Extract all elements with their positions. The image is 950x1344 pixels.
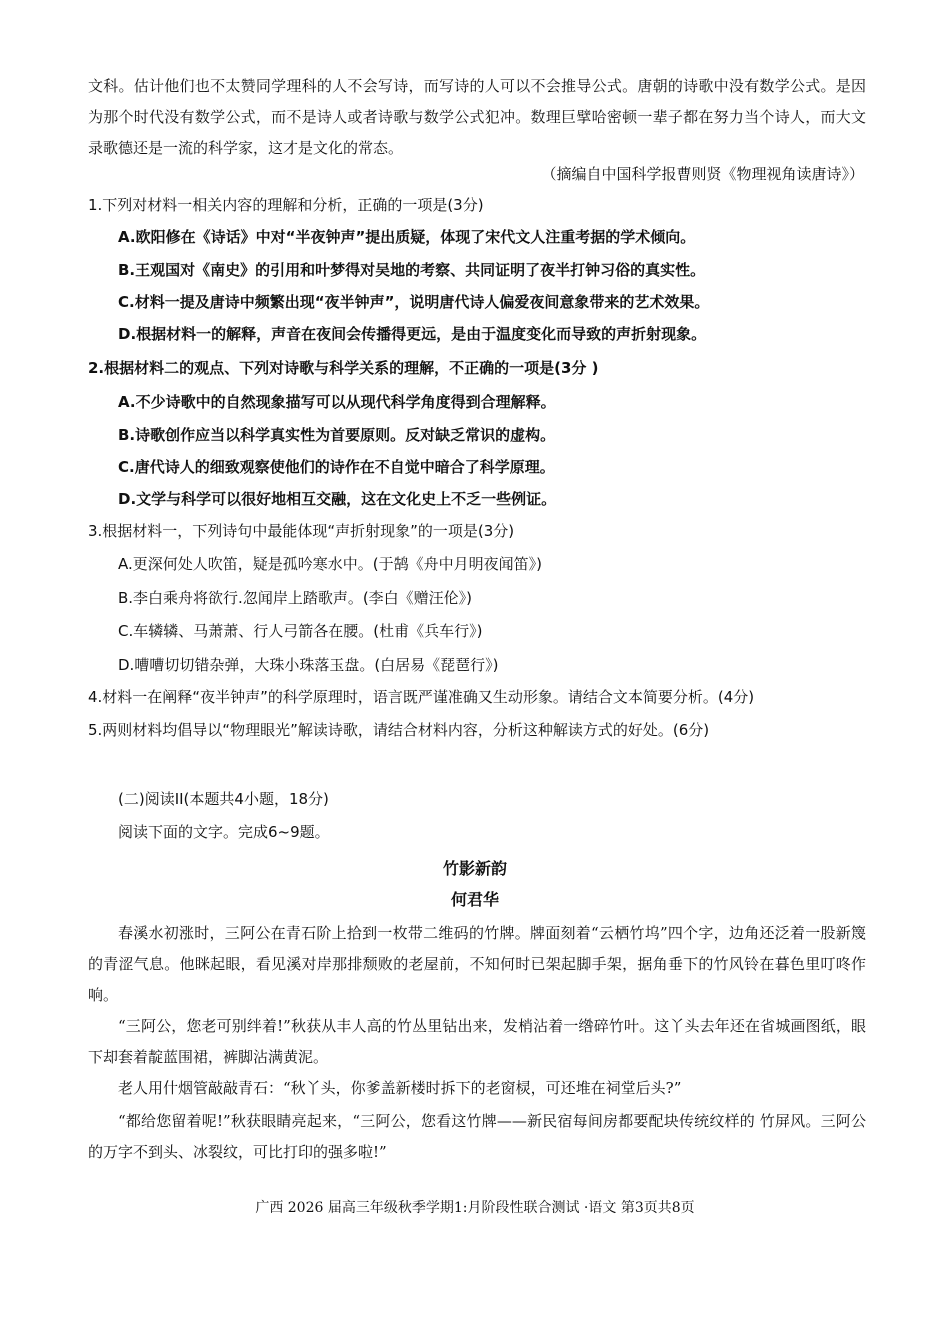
source-note: （摘编自中国科学报曹则贤《物理视角读唐诗》）: [541, 165, 864, 183]
section-heading: (二)阅读II(本题共4小题，18分): [118, 790, 329, 808]
question-3-option-c: C.车辚辚、马萧萧、行人弓箭各在腰。(杜甫《兵车行》): [118, 622, 483, 640]
question-3-option-a: A.更深何处人吹笛，疑是孤吟寒水中。(于鹄《舟中月明夜闻笛》): [118, 555, 542, 573]
question-5-stem: 5.两则材料均倡导以“物理眼光”解读诗歌，请结合材料内容，分析这种解读方式的好处。(6分): [88, 721, 710, 739]
section-instruction: 阅读下面的文字。完成6~9题。: [118, 823, 330, 841]
question-1-option-c: C.材料一提及唐诗中频繁出现“夜半钟声”，说明唐代诗人偏爱夜间意象带来的艺术效果。: [118, 293, 710, 311]
question-2-stem: 2.根据材料二的观点、下列对诗歌与科学关系的理解，不正确的一项是(3分 ): [88, 359, 599, 377]
question-1-option-d: D.根据材料一的解释，声音在夜间会传播得更远，是由于温度变化而导致的声折射现象。: [118, 325, 707, 343]
question-1-option-b: B.王观国对《南史》的引用和叶梦得对吴地的考察、共同证明了夜半打钟习俗的真实性。: [118, 261, 706, 279]
question-2-option-b: B.诗歌创作应当以科学真实性为首要原则。反对缺乏常识的虚构。: [118, 426, 556, 444]
question-4-stem: 4.材料一在阐释“夜半钟声”的科学原理时，语言既严谨准确又生动形象。请结合文本简要分析。(4分): [88, 688, 755, 706]
story-paragraph-2: “三阿公，您老可别绊着!”秋获从丰人高的竹丛里钻出来，发梢沾着一绺碎竹叶。这丫头去年还在省城画图纸，眼下却套着靛蓝围裙，裤脚沾满黄泥。: [88, 1017, 866, 1066]
question-3-stem: 3.根据材料一，下列诗句中最能体现“声折射现象”的一项是(3分): [88, 522, 515, 540]
story-paragraph-1: 春溪水初涨时，三阿公在青石阶上拾到一枚带二维码的竹牌。牌面刻着“云栖竹坞”四个字，边角还泛着一股新篾的青涩气息。他眯起眼，看见溪对岸那排颓败的老屋前，不知何时已架起脚手架，据角垂下的竹风铃在暮色里叮咚作响。: [88, 924, 866, 1004]
story-author: 何君华: [450, 890, 499, 909]
question-1-option-a: A.欧阳修在《诗话》中对“半夜钟声”提出质疑，体现了宋代文人注重考据的学术倾向。: [118, 228, 696, 246]
page-footer: 广西 2026 届高三年级秋季学期1:月阶段性联合测试 ·语文 第3页共8页: [255, 1200, 695, 1216]
question-2-option-d: D.文学与科学可以很好地相互交融，这在文化史上不乏一些例证。: [118, 490, 557, 508]
story-paragraph-4: “都给您留着呢!”秋获眼睛亮起来，“三阿公，您看这竹牌——新民宿每间房都要配块传统纹样的 竹屏风。三阿公的万字不到头、冰裂纹，可比打印的强多啦!”: [88, 1112, 866, 1161]
story-paragraph-3: 老人用什烟管敲敲青石：“秋丫头，你爹盖新楼时拆下的老窗棂，可还堆在祠堂后头?”: [118, 1079, 682, 1097]
passage-intro: 文科。估计他们也不太赞同学理科的人不会写诗，而写诗的人可以不会推导公式。唐朝的诗歌中没有数学公式。是因为那个时代没有数学公式，而不是诗人或者诗歌与数学公式犯冲。数理巨擘哈密顿一辈子都在努力当个诗人，而大文录歌德还是一流的科学家，这才是文化的常态。: [88, 77, 866, 157]
question-3-option-d: D.嘈嘈切切错杂弹，大珠小珠落玉盘。(白居易《琵琶行》): [118, 656, 499, 674]
question-2-option-a: A.不少诗歌中的自然现象描写可以从现代科学角度得到合理解释。: [118, 393, 556, 411]
story-title: 竹影新韵: [442, 859, 507, 878]
question-2-option-c: C.唐代诗人的细致观察使他们的诗作在不自觉中暗合了科学原理。: [118, 458, 555, 476]
question-3-option-b: B.李白乘舟将欲行.忽闻岸上踏歌声。(李白《赠汪伦》): [118, 589, 473, 607]
question-1-stem: 1.下列对材料一相关内容的理解和分析，正确的一项是(3分): [88, 196, 484, 214]
